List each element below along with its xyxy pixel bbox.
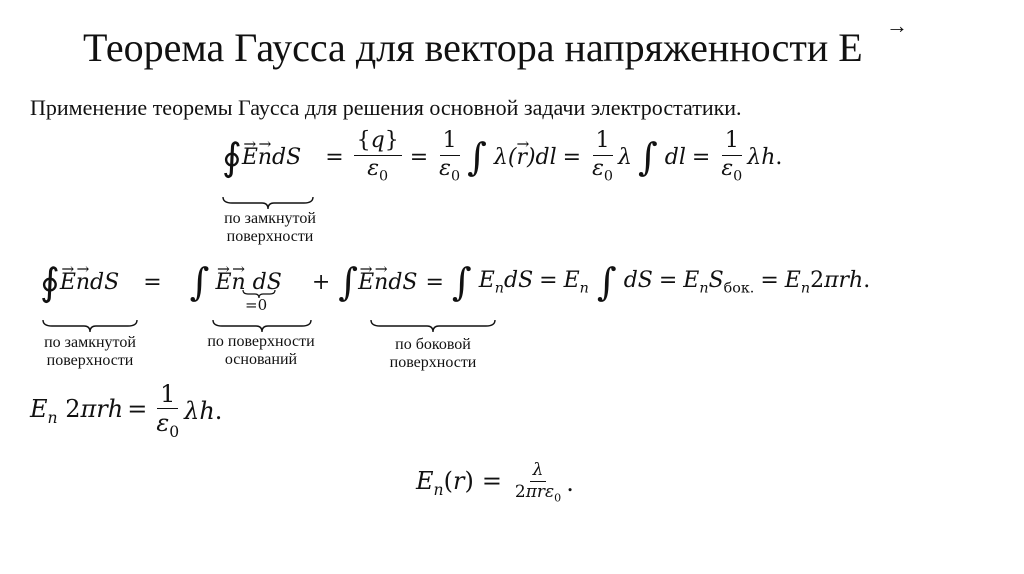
- underbrace-3: [212, 319, 312, 333]
- note-closed-surface-1: по замкнутой поверхности: [224, 210, 316, 246]
- slide-title: [83, 24, 863, 71]
- equation-4: $E_n(r)$ = $\frac{\lambda}{2\pi r\varepsilon_0}$ .: [416, 460, 574, 505]
- underbrace-1: [222, 196, 314, 210]
- equation-2: ∮ → E→ ndS = ∫ → E→ n dS + ∫ → E→ ndS = ∫ $E_ndS = E_n$ ∫ dS = $E_nS_{бок.} = E_n2\pi rh$.: [40, 250, 870, 314]
- slide-subtitle: Применение теоремы Гаусса для решения основной задачи электростатики.: [30, 95, 742, 120]
- title-vector-arrow-icon: →: [886, 13, 908, 38]
- equation-1: ∮ → E→ ndS = $\frac{\{q\}}{\varepsilon_0}$ = $\frac{1}{\varepsilon_0}$ ∫ λ(→ r)dl = $\frac{1}{\varepsilon_0}$ λ ∫ dl = $\frac{1}{\varepsilon_0}$ λh.: [222, 122, 782, 192]
- zero-label: =0: [245, 296, 268, 314]
- underbrace-2: [42, 319, 138, 333]
- note-lateral-surface: по боковой поверхности: [389, 336, 477, 372]
- note-base-surface: по поверхности оснований: [207, 333, 315, 369]
- underbrace-4: [370, 319, 496, 333]
- equation-3: $E_n$ 2πrh = $\frac{1}{\varepsilon_0}$ λh.: [30, 379, 223, 442]
- note-closed-surface-2: по замкнутой поверхности: [44, 334, 136, 370]
- contour-integral-sign: ∮: [222, 135, 242, 179]
- slide-title-text: Теорема Гаусса для вектора напряженности E: [83, 25, 863, 70]
